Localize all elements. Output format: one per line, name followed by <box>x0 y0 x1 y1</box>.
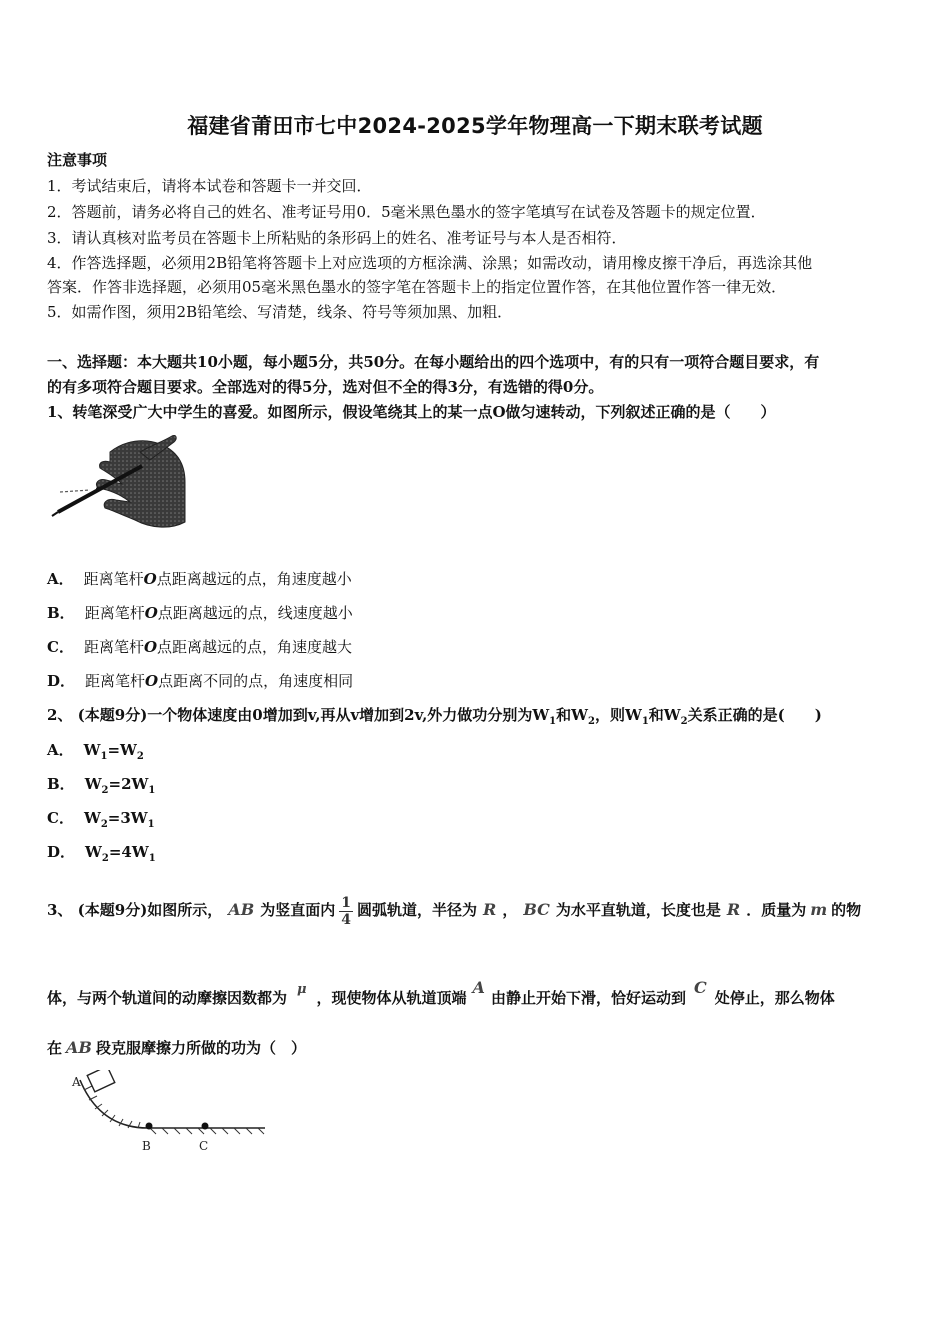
q1-option-d[interactable]: D． 距离笔杆O点距离不同的点，角速度相同 <box>47 672 354 690</box>
q1-option-a[interactable]: A． 距离笔杆O点距离越远的点，角速度越小 <box>47 570 352 588</box>
q2-option-a[interactable]: A． $W_1=W_2$ <box>47 741 144 762</box>
q1-option-b[interactable]: B． 距离笔杆O点距离越远的点，线速度越小 <box>47 604 353 622</box>
label-b: B <box>142 1139 151 1153</box>
notice-item: 1．考试结束后，请将本试卷和答题卡一并交回． <box>47 177 372 195</box>
notice-item: 答案．作答非选择题，必须用05毫米黑色墨水的签字笔在答题卡上的指定位置作答，在其他位置作答一律无效． <box>47 278 787 296</box>
notice-item: 2．答题前，请务必将自己的姓名、准考证号用0．5毫米黑色墨水的签字笔填写在试卷及答题卡的规定位置． <box>47 203 766 221</box>
track-figure <box>70 1070 290 1160</box>
notice-heading: 注意事项 <box>47 151 108 169</box>
q1-option-c[interactable]: C． 距离笔杆O点距离越远的点，角速度越大 <box>47 638 353 656</box>
question-1-stem: 1、转笔深受广大中学生的喜爱。如图所示，假设笔绕其上的某一点O做匀速转动，下列叙述正确的是（ ） <box>47 403 776 421</box>
q2-option-d[interactable]: D． $W_2=4W_1$ <box>47 843 156 864</box>
pen-spinning-figure <box>50 432 190 544</box>
fraction: $\frac{1}{4}$ <box>341 894 351 928</box>
label-c: C <box>199 1139 209 1153</box>
section-instructions: 一、选择题：本大题共10小题，每小题5分，共50分。在每小题给出的四个选项中，有的只有一项符合题目要求，有 <box>47 353 820 371</box>
notice-item: 3．请认真核对监考员在答题卡上所粘贴的条形码上的姓名、准考证号与本人是否相符． <box>47 229 627 247</box>
question-3-line-3: 在 AB 段克服摩擦力所做的功为（ ） <box>47 1038 306 1057</box>
notice-item: 4．作答选择题，必须用2B铅笔将答题卡上对应选项的方框涂满、涂黑；如需改动，请用橡皮擦干净后，再选涂其他 <box>47 254 813 272</box>
section-instructions: 的有多项符合题目要求。全部选对的得5分，选对但不全的得3分，有选错的得0分。 <box>47 378 604 396</box>
q2-option-c[interactable]: C． $W_2=3W_1$ <box>47 809 155 830</box>
question-2-stem: 2、 (本题9分)一个物体速度由0增加到v,再从v增加到2v,外力做功分别为$W_1$和$W_2$，则$W_1$和$W_2$关系正确的是( ) <box>47 706 822 727</box>
question-3-line-2: 体，与两个轨道间的动摩擦因数都为 μ ，现使物体从轨道顶端A由静止开始下滑，恰好运动到C处停止，那么物体 <box>47 978 835 1007</box>
label-a: A <box>72 1075 81 1089</box>
question-3-line-1: 3、 (本题9分)如图所示， AB 为竖直面内 $\frac{1}{4}$ 圆弧轨道，半径为 R ， BC 为水平直轨道，长度也是 R ．质量为 m 的物 <box>47 894 862 928</box>
page-title: 福建省莆田市七中2024-2025学年物理高一下期末联考试题 <box>187 114 763 138</box>
notice-item: 5．如需作图，须用2B铅笔绘、写清楚，线条、符号等须加黑、加粗． <box>47 303 513 321</box>
q2-option-b[interactable]: B． $W_2=2W_1$ <box>47 775 156 796</box>
